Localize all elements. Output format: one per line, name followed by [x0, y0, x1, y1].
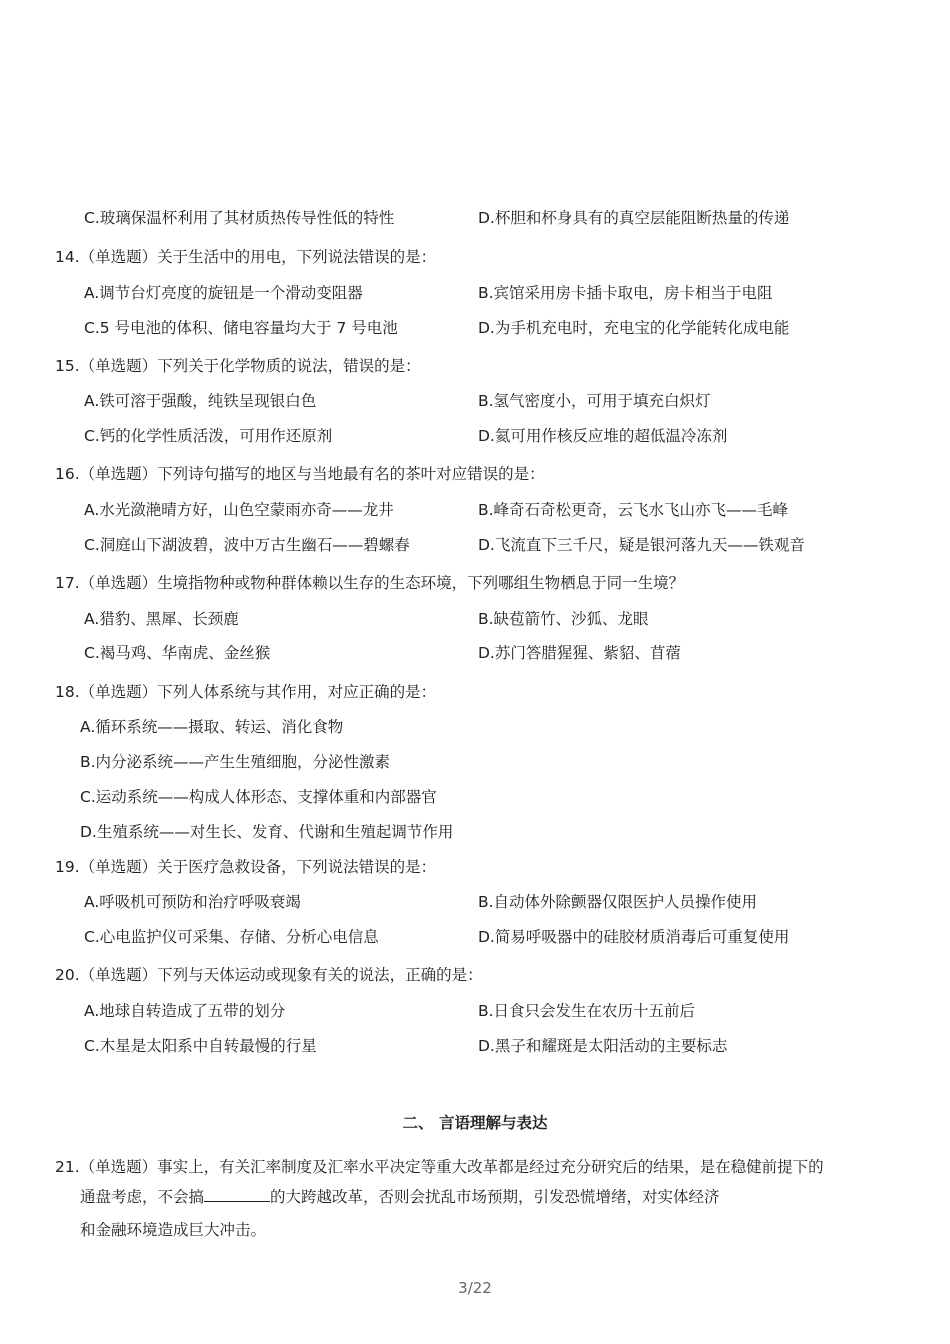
q21-stem-line-2	[80, 1185, 720, 1207]
section-title: 二、 言语理解与表达	[402, 1114, 548, 1132]
q18-option-c: C.运动系统——构成人体形态、支撑体重和内部器官	[80, 788, 437, 806]
q15-option-c: C.钙的化学性质活泼，可用作还原剂	[84, 427, 333, 445]
q20-option-b: B.日食只会发生在农历十五前后	[478, 1002, 696, 1020]
q15-stem: 15.（单选题）下列关于化学物质的说法，错误的是：	[55, 357, 421, 375]
q20-option-c: C.木星是太阳系中自转最慢的行星	[84, 1037, 317, 1055]
q17-stem: 17.（单选题）生境指物种或物种群体赖以生存的生态环境，下列哪组生物栖息于同一生境？	[55, 574, 685, 592]
q16-option-a: A.水光潋滟晴方好，山色空蒙雨亦奇——龙井	[84, 501, 394, 519]
q19-stem: 19.（单选题）关于医疗急救设备，下列说法错误的是：	[55, 858, 437, 876]
q14-option-c: C.5 号电池的体积、储电容量均大于 7 号电池	[84, 319, 398, 337]
q21-stem-line-3: 和金融环境造成巨大冲击。	[80, 1221, 267, 1239]
q14-option-d: D.为手机充电时，充电宝的化学能转化成电能	[478, 319, 790, 337]
q20-option-a: A.地球自转造成了五带的划分	[84, 1002, 286, 1020]
q19-option-c: C.心电监护仪可采集、存储、分析心电信息	[84, 928, 379, 946]
q18-option-a: A.循环系统——摄取、转运、消化食物	[80, 718, 344, 736]
q16-option-b: B.峰奇石奇松更奇，云飞水飞山亦飞——毛峰	[478, 501, 789, 519]
q21-text-before-blank: 通盘考虑，不会搞	[80, 1188, 205, 1206]
q18-option-d: D.生殖系统——对生长、发育、代谢和生殖起调节作用	[80, 823, 454, 841]
q21-stem-line-1: 21.（单选题）事实上，有关汇率制度及汇率水平决定等重大改革都是经过充分研究后的结果，是在稳健前提下的	[55, 1158, 824, 1176]
q21-text-after-blank: 的大跨越改革，否则会扰乱市场预期，引发恐慌增绪，对实体经济	[270, 1188, 720, 1206]
q15-option-a: A.铁可溶于强酸，纯铁呈现银白色	[84, 392, 317, 410]
q17-option-c: C.褐马鸡、华南虎、金丝猴	[84, 644, 271, 662]
q20-option-d: D.黑子和耀斑是太阳活动的主要标志	[478, 1037, 728, 1055]
q16-option-d: D.飞流直下三千尺，疑是银河落九天——铁观音	[478, 536, 805, 554]
q17-option-a: A.猎豹、黑犀、长颈鹿	[84, 610, 239, 628]
q16-stem: 16.（单选题）下列诗句描写的地区与当地最有名的茶叶对应错误的是：	[55, 465, 545, 483]
q21-fill-blank	[204, 1185, 270, 1202]
q17-option-b: B.缺苞箭竹、沙狐、龙眼	[478, 610, 649, 628]
q18-stem: 18.（单选题）下列人体系统与其作用，对应正确的是：	[55, 683, 437, 701]
q18-option-b: B.内分泌系统——产生生殖细胞，分泌性激素	[80, 753, 391, 771]
q15-option-b: B.氢气密度小，可用于填充白炽灯	[478, 392, 711, 410]
q15-option-d: D.氦可用作核反应堆的超低温冷冻剂	[478, 427, 728, 445]
q20-stem: 20.（单选题）下列与天体运动或现象有关的说法，正确的是：	[55, 966, 483, 984]
q17-option-d: D.苏门答腊猩猩、紫貂、苜蓿	[478, 644, 681, 662]
q13-option-d: D.杯胆和杯身具有的真空层能阻断热量的传递	[478, 209, 790, 227]
q19-option-a: A.呼吸机可预防和治疗呼吸衰竭	[84, 893, 301, 911]
page-number: 3/22	[458, 1279, 492, 1297]
q13-option-c: C.玻璃保温杯利用了其材质热传导性低的特性	[84, 209, 395, 227]
q14-option-b: B.宾馆采用房卡插卡取电，房卡相当于电阻	[478, 284, 773, 302]
q14-option-a: A.调节台灯亮度的旋钮是一个滑动变阻器	[84, 284, 363, 302]
q19-option-d: D.简易呼吸器中的硅胶材质消毒后可重复使用	[478, 928, 790, 946]
q19-option-b: B.自动体外除颤器仅限医护人员操作使用	[478, 893, 758, 911]
q14-stem: 14.（单选题）关于生活中的用电，下列说法错误的是：	[55, 248, 437, 266]
q16-option-c: C.洞庭山下湖波碧，波中万古生幽石——碧螺春	[84, 536, 410, 554]
